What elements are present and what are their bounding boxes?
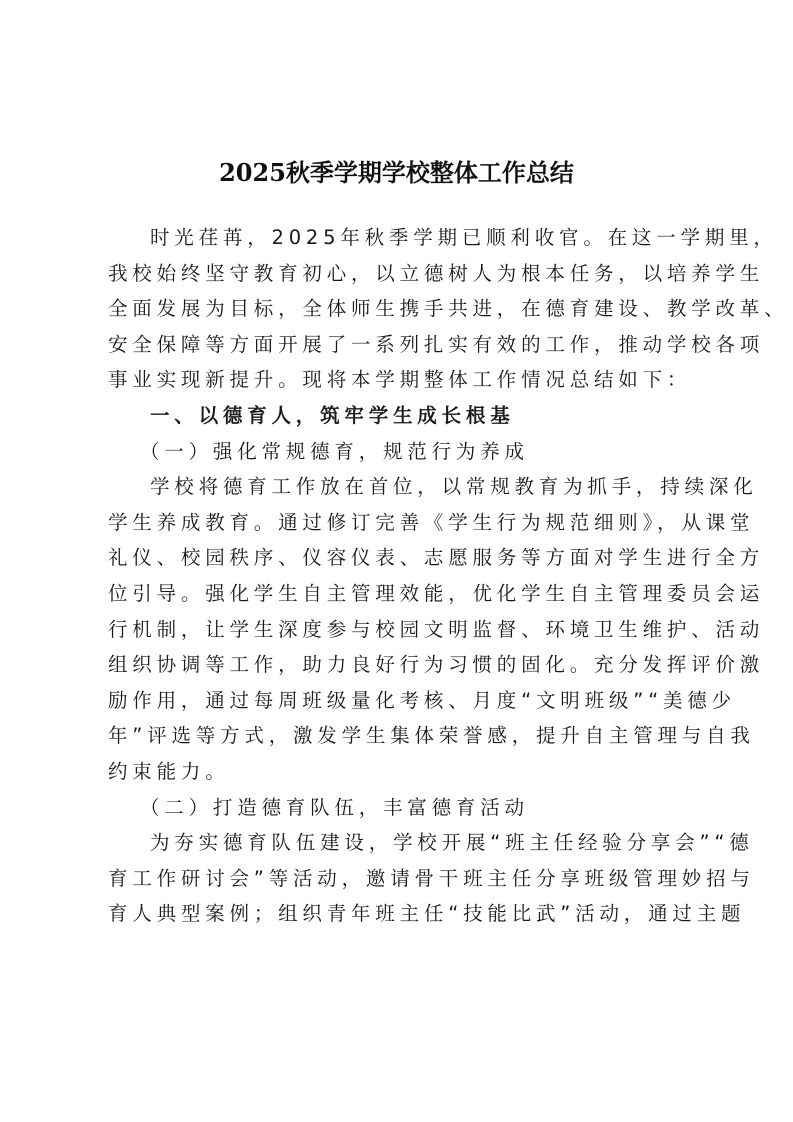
section-heading: 一、以德育人，筑牢学生成长根基: [150, 403, 515, 427]
text-line: 礼仪、校园秩序、仪容仪表、志愿服务等方面对学生进行全方: [108, 546, 765, 570]
text-line: 育人典型案例；组织青年班主任“技能比武”活动，通过主题: [108, 902, 746, 926]
text-line: 我校始终坚守教育初心，以立德树人为根本任务，以培养学生: [108, 261, 765, 285]
text-line: 学校将德育工作放在首位，以常规教育为抓手，持续深化: [150, 475, 758, 499]
text-line: 为夯实德育队伍建设，学校开展“班主任经验分享会”“德: [150, 831, 754, 855]
text-line: 行机制，让学生深度参与校园文明监督、环境卫生维护、活动: [108, 617, 765, 641]
text-line: 年”评选等方式，激发学生集体荣誉感，提升自主管理与自我: [108, 724, 755, 748]
text-line: 励作用，通过每周班级量化考核、月度“文明班级”“美德少: [108, 688, 736, 712]
intro-paragraph: [108, 220, 789, 398]
text-line: 时光荏苒，2025年秋季学期已顺利收官。在这一学期里，: [150, 226, 778, 249]
text-line: 事业实现新提升。现将本学期整体工作情况总结如下：: [108, 368, 692, 392]
subsection-1-paragraph: [108, 469, 765, 789]
text-line: 约束能力。: [108, 759, 230, 783]
subsection-heading: （二）打造德育队伍，丰富德育活动: [140, 795, 529, 819]
subsection-heading: （一）强化常规德育，规范行为养成: [140, 439, 529, 463]
text-line: 学生养成教育。通过修订完善《学生行为规范细则》，从课堂: [108, 510, 755, 534]
text-line: 安全保障等方面开展了一系列扎实有效的工作，推动学校各项: [108, 332, 765, 356]
subsection-2-paragraph: [108, 825, 755, 932]
document-title: 2025秋季学期学校整体工作总结: [219, 158, 574, 187]
text-line: 育工作研讨会”等活动，邀请骨干班主任分享班级管理妙招与: [108, 866, 755, 890]
text-line: 位引导。强化学生自主管理效能，优化学生自主管理委员会运: [108, 581, 765, 605]
document-body: [108, 220, 789, 932]
text-line: 组织协调等工作，助力良好行为习惯的固化。充分发挥评价激: [108, 653, 765, 677]
text-line: 全面发展为目标，全体师生携手共进，在德育建设、教学改革、: [108, 297, 789, 321]
